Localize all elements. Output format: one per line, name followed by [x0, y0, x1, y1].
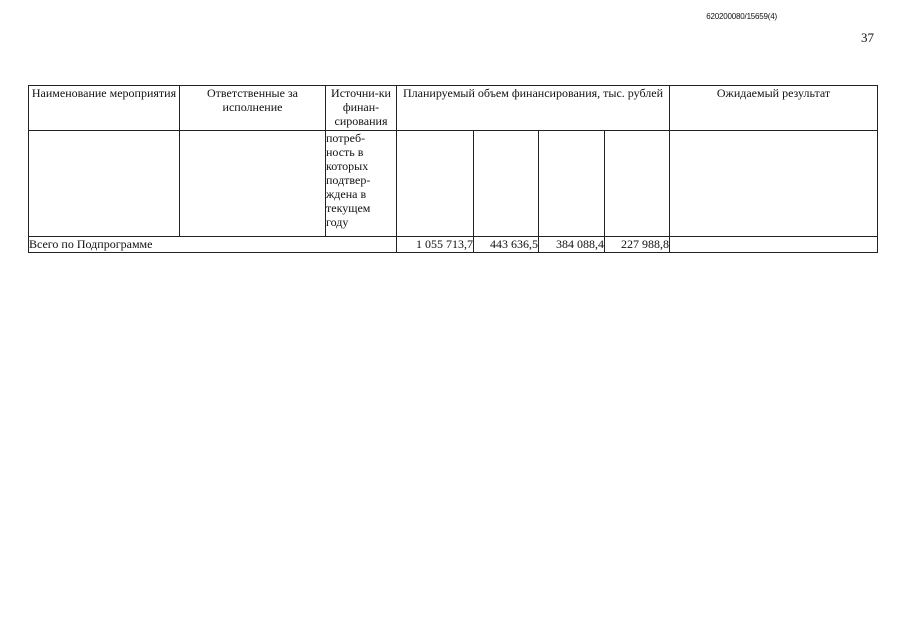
- continuation-row: [29, 131, 878, 237]
- header-responsible: Ответственные за исполнение: [180, 86, 326, 131]
- cont-value-cell: [397, 131, 474, 237]
- header-sources: Источни-ки финан-сирования: [326, 86, 397, 131]
- total-result-cell: [670, 237, 878, 253]
- cont-value-cell: [605, 131, 670, 237]
- cont-name-cell: [29, 131, 180, 237]
- cont-value-cell: [474, 131, 539, 237]
- header-name: Наименование мероприятия: [29, 86, 180, 131]
- cont-sources-cell: потреб- ность в которых подтвер- ждена в текущем году: [326, 131, 397, 237]
- total-row: [29, 237, 878, 253]
- header-planned-volume: Планируемый объем финансирования, тыс. рублей: [397, 86, 670, 131]
- cont-responsible-cell: [180, 131, 326, 237]
- total-value-all: 1 055 713,7: [397, 237, 474, 253]
- cont-result-cell: [670, 131, 878, 237]
- total-value-1: 443 636,5: [474, 237, 539, 253]
- total-value-2: 384 088,4: [539, 237, 605, 253]
- financing-table: [28, 85, 878, 253]
- header-expected-result: Ожидаемый результат: [670, 86, 878, 131]
- total-label: Всего по Подпрограмме: [29, 237, 397, 253]
- header-row: [29, 86, 878, 131]
- total-value-3: 227 988,8: [605, 237, 670, 253]
- page-number: 37: [861, 30, 874, 45]
- cont-value-cell: [539, 131, 605, 237]
- document-code: 620200080/15659(4): [706, 12, 777, 21]
